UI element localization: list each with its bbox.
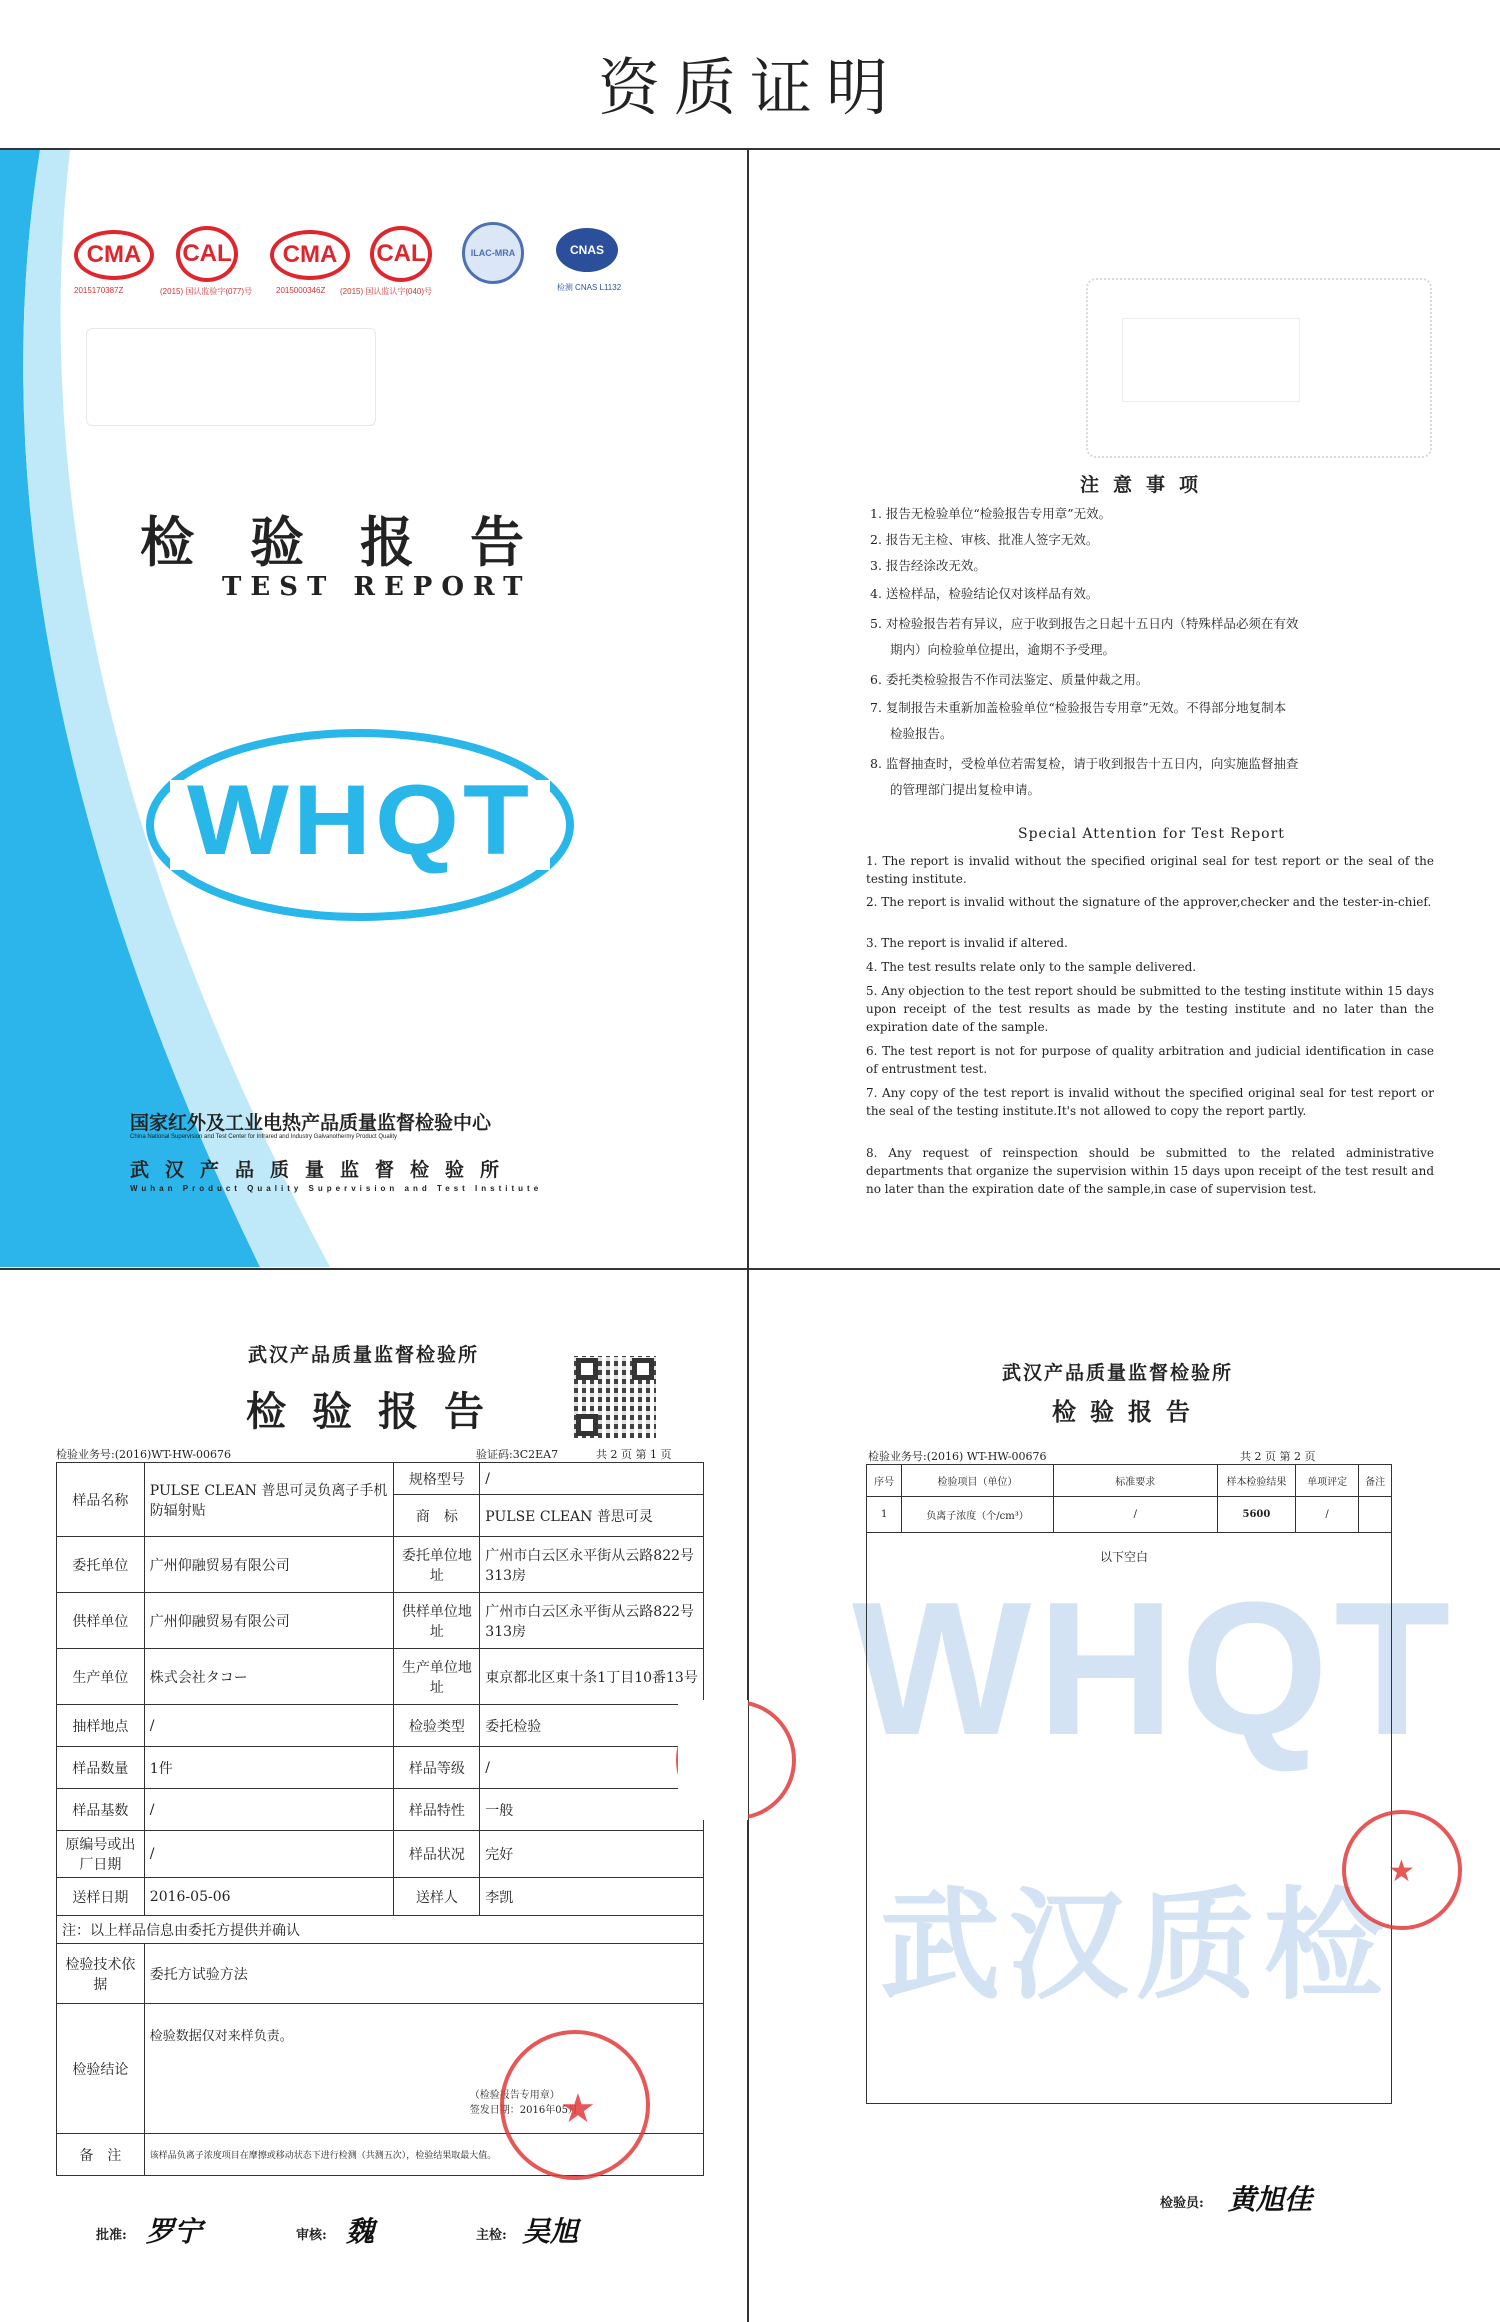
label-delivery-date: 送样日期	[57, 1878, 145, 1916]
value-test-type: 委托检验	[480, 1705, 704, 1747]
header-item: 检验项目（单位）	[902, 1465, 1053, 1497]
note-en-4: 4. The test results relate only to the sample delivered.	[866, 960, 1197, 974]
value-orig-no: /	[144, 1831, 394, 1878]
blank-note: 以下空白	[1100, 1550, 1149, 1564]
note-en-7: 7. Any copy of the test report is invalid without the specified original seal for test report or the seal of the testing institute.It's not allowed to copy the report partly.	[866, 1086, 1434, 1118]
cover-title-cn: 检验报告	[140, 510, 580, 574]
report2-watermark-logo: WHQT	[852, 1563, 1457, 1775]
issue-date: 签发日期：2016年05月	[469, 2105, 578, 2116]
note-cn-8b: 的管理部门提出复检申请。	[890, 782, 1041, 797]
label-test-type: 检验类型	[394, 1705, 480, 1747]
ilac-mra-logo: ILAC-MRA	[462, 222, 524, 284]
notes-heading-cn: 注意事项	[1080, 474, 1213, 496]
page-title: 资质证明	[597, 51, 902, 124]
cell-item: 负离子浓度（个/cm³）	[902, 1497, 1053, 1533]
notes-seal-window	[1122, 318, 1300, 402]
label-condition: 样品状况	[394, 1831, 480, 1878]
cal-code-2: (2015) 国认监认字(040)号	[340, 287, 433, 296]
label-orig-no: 原编号或出厂日期	[57, 1831, 145, 1878]
report2-frame	[866, 1464, 1392, 2104]
cma-code-2: 2015000346Z	[276, 286, 326, 295]
cma-logo-2: CMA	[270, 230, 350, 280]
label-client: 委托单位	[57, 1537, 145, 1593]
cal-code: (2015) 国认监验字(077)号	[160, 287, 253, 296]
org1-en: China National Supervision and Test Center for Infrared and Industry Galvanothermy Product Quality	[130, 1134, 398, 1140]
cover-title-en: TEST REPORT	[222, 572, 532, 602]
value-delivery-date: 2016-05-06	[144, 1878, 394, 1916]
stamp-star-icon-2: ★	[1388, 1854, 1415, 1889]
value-brand: PULSE CLEAN 普思可灵	[480, 1495, 704, 1537]
org2-en: Wuhan Product Quality Supervision and Test Institute	[130, 1184, 543, 1193]
chief-label: 主检:	[476, 2228, 507, 2243]
report2-side-stamp	[1342, 1810, 1462, 1930]
inspector-label: 检验员:	[1160, 2196, 1204, 2211]
value-basis: 委托方试验方法	[144, 1944, 703, 2004]
value-producer: 株式会社タコー	[144, 1649, 394, 1705]
report2-title: 检验报告	[1052, 1397, 1204, 1426]
report2-page-info: 共 2 页 第 2 页	[1240, 1450, 1316, 1463]
report1-title: 检验报告	[246, 1388, 510, 1435]
whqt-logo-text: WHQT	[187, 763, 533, 876]
note-cn-8: 8. 监督抽查时，受检单位若需复检，请于收到报告十五日内，向实施监督抽查	[870, 756, 1299, 771]
note-cn-7b: 检验报告。	[890, 726, 953, 741]
review-signature: 魏	[346, 2215, 375, 2248]
note-cn-6: 6. 委托类检验报告不作司法鉴定、质量仲裁之用。	[870, 672, 1149, 687]
value-supplier: 广州仰融贸易有限公司	[144, 1593, 394, 1649]
header-remark: 备注	[1359, 1465, 1392, 1497]
value-condition: 完好	[480, 1831, 704, 1878]
note-en-1: 1. The report is invalid without the specified original seal for test report or the seal of the testing institute.	[866, 854, 1434, 886]
label-remark: 备 注	[57, 2134, 145, 2176]
frame-center-line	[747, 148, 749, 2322]
label-producer: 生产单位	[57, 1649, 145, 1705]
note-cn-1: 1. 报告无检验单位“检验报告专用章”无效。	[870, 506, 1112, 521]
cover-window	[86, 328, 376, 426]
review-label: 审核:	[296, 2228, 327, 2243]
report1-institute: 武汉产品质量监督检验所	[248, 1344, 480, 1366]
cell-seq: 1	[867, 1497, 902, 1533]
value-remark: 该样品负离子浓度项目在摩擦或移动状态下进行检测（共测五次），检验结果取最大值。	[144, 2134, 703, 2176]
report1-page-info: 共 2 页 第 1 页	[596, 1448, 672, 1461]
header-result: 样本检验结果	[1217, 1465, 1295, 1497]
note-cn-7: 7. 复制报告未重新加盖检验单位“检验报告专用章”无效。不得部分地复制本	[870, 700, 1287, 715]
header-standard: 标准要求	[1053, 1465, 1217, 1497]
chief-signature: 吴旭	[522, 2215, 579, 2248]
value-base: /	[144, 1789, 394, 1831]
frame-middle-line	[0, 1268, 1500, 1270]
cal-logo-2: CAL	[370, 226, 432, 282]
label-base: 样品基数	[57, 1789, 145, 1831]
value-sender: 李凯	[480, 1878, 704, 1916]
report1-business-no: 检验业务号:(2016)WT-HW-00676	[56, 1448, 232, 1461]
report1-official-stamp	[500, 2030, 650, 2180]
value-property: 一般	[480, 1789, 704, 1831]
label-basis: 检验技术依 据	[57, 1944, 145, 2004]
stamp-mask	[678, 1700, 748, 1820]
note-row: 注：以上样品信息由委托方提供并确认	[57, 1916, 704, 1944]
label-supplier-addr: 供样单位地 址	[394, 1593, 480, 1649]
cover-blue-swoosh	[0, 150, 746, 1267]
report2-institute: 武汉产品质量监督检验所	[1002, 1362, 1234, 1384]
org1-cn: 国家红外及工业电热产品质量监督检验中心	[130, 1113, 492, 1134]
value-client: 广州仰融贸易有限公司	[144, 1537, 394, 1593]
label-sampling-place: 抽样地点	[57, 1705, 145, 1747]
value-sampling-place: /	[144, 1705, 394, 1747]
note-cn-5: 5. 对检验报告若有异议，应于收到报告之日起十五日内（特殊样品必须在有效	[870, 616, 1299, 631]
label-sender: 送样人	[394, 1878, 480, 1916]
report1-verify-code: 验证码:3C2EA7	[476, 1448, 559, 1461]
note-en-2: 2. The report is invalid without the signature of the approver,checker and the tester-in-chief.	[866, 895, 1432, 909]
note-en-3: 3. The report is invalid if altered.	[866, 936, 1068, 950]
report2-watermark-text: 武汉质检	[880, 1879, 1392, 2013]
value-producer-addr: 東京都北区東十条1丁目10番13号	[480, 1649, 704, 1705]
label-producer-addr: 生产单位地 址	[394, 1649, 480, 1705]
cell-standard: /	[1053, 1497, 1217, 1533]
value-spec: /	[480, 1463, 704, 1495]
inspector-signature: 黄旭佳	[1228, 2183, 1313, 2216]
seal-note: （检验报告专用章）	[469, 2090, 560, 2101]
label-conclusion: 检验结论	[57, 2004, 145, 2134]
approve-label: 批准:	[96, 2228, 127, 2243]
cnas-logo: CNAS	[556, 228, 618, 272]
note-cn-2: 2. 报告无主检、审核、批准人签字无效。	[870, 532, 1099, 547]
stamp-star-icon: ★	[560, 2086, 596, 2132]
label-brand: 商 标	[394, 1495, 480, 1537]
note-en-6: 6. The test report is not for purpose of quality arbitration and judicial identification in case of entrustment test.	[866, 1044, 1434, 1076]
cover-page	[0, 150, 746, 1267]
cma-logo: CMA	[74, 230, 154, 280]
note-cn-5b: 期内）向检验单位提出，逾期不予受理。	[890, 642, 1116, 657]
value-grade: /	[480, 1747, 704, 1789]
note-en-8: 8. Any request of reinspection should be submitted to the related administrative departments that organize the supervision within 15 days upon receipt of the test result and no later than the expiration date of the sample,in case of supervision test.	[866, 1146, 1434, 1196]
cma-code: 2015170387Z	[74, 286, 124, 295]
label-supplier: 供样单位	[57, 1593, 145, 1649]
report2-business-no: 检验业务号:(2016) WT-HW-00676	[868, 1450, 1047, 1463]
value-quantity: 1件	[144, 1747, 394, 1789]
value-client-addr: 广州市白云区永平街从云路822号313房	[480, 1537, 704, 1593]
qr-code	[574, 1356, 656, 1438]
cell-result: 5600	[1217, 1497, 1295, 1533]
header-seq: 序号	[867, 1465, 902, 1497]
approve-signature: 罗宁	[146, 2215, 203, 2248]
label-grade: 样品等级	[394, 1747, 480, 1789]
label-sample-name: 样品名称	[57, 1463, 145, 1537]
label-quantity: 样品数量	[57, 1747, 145, 1789]
cell-assessment: /	[1296, 1497, 1359, 1533]
label-spec: 规格型号	[394, 1463, 480, 1495]
note-cn-3: 3. 报告经涂改无效。	[870, 558, 986, 573]
value-sample-name: PULSE CLEAN 普思可灵负离子手机防辐射贴	[144, 1463, 394, 1537]
label-client-addr: 委托单位地 址	[394, 1537, 480, 1593]
cal-logo: CAL	[176, 226, 238, 282]
note-cn-4: 4. 送检样品，检验结论仅对该样品有效。	[870, 586, 1099, 601]
value-conclusion: 检验数据仅对来样负责。	[149, 2029, 293, 2044]
header-assessment: 单项评定	[1296, 1465, 1359, 1497]
cnas-code: 检测 CNAS L1132	[556, 283, 622, 292]
notes-heading-en: Special Attention for Test Report	[1018, 826, 1285, 842]
org2-cn: 武汉产品质量监督检验所	[130, 1160, 516, 1181]
note-en-5: 5. Any objection to the test report should be submitted to the testing institute within 15 days upon receipt of the test results as made by the testing institute and no later than the expiration date of the sample.	[866, 984, 1434, 1034]
value-supplier-addr: 广州市白云区永平街从云路822号313房	[480, 1593, 704, 1649]
label-property: 样品特性	[394, 1789, 480, 1831]
